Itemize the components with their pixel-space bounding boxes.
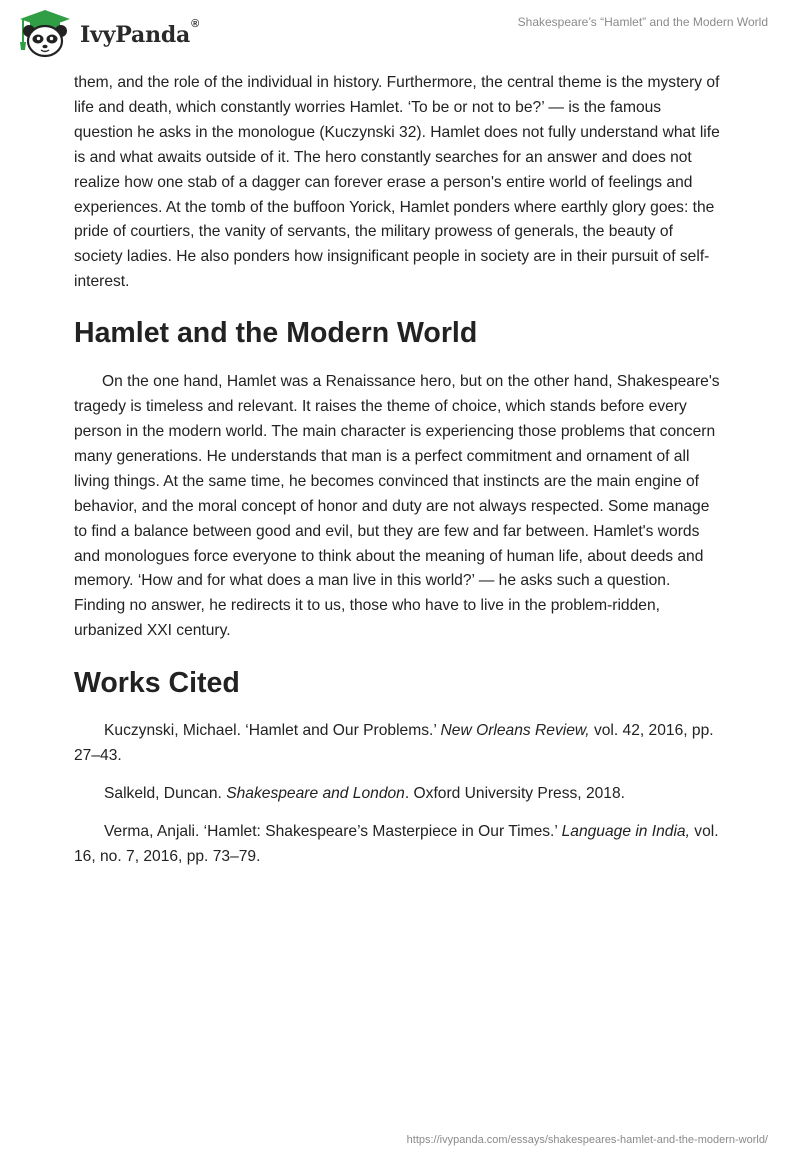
- citation-entry: [74, 820, 724, 870]
- section-paragraph: On the one hand, Hamlet was a Renaissance hero, but on the other hand, Shakespeare's tragedy is timeless and relevant. It raises the theme of choice, which stands before every person in the modern world. The main character is experiencing those problems that concern many generations. He understands that man is a perfect commitment and ornament of all living things. At the same time, he becomes convinced that instincts are the main engine of behavior, and the moral concept of honor and duty are not always respected. Some manage to find a balance between good and evil, but they are few and far between. Hamlet's words and monologues force everyone to think about the meaning of human life, about deeds and memory. ‘How and for what does a man live in this world?’ — he asks such a question. Finding no answer, he redirects it to us, those who have to live in the problem-ridden, urbanized XXI century.: [74, 373, 720, 640]
- works-cited-heading: Works Cited: [74, 667, 240, 700]
- citation-italic: Shakespeare and London: [226, 784, 405, 802]
- citation-entry: [74, 782, 724, 807]
- registered-mark: ®: [191, 18, 200, 30]
- logo-wordmark: IvyPanda®: [80, 18, 200, 48]
- citation-text: Verma, Anjali. ‘Hamlet: Shakespeare’s Masterpiece in Our Times.’: [104, 822, 562, 840]
- citation-italic: Language in India,: [561, 822, 690, 840]
- citation-text: vol. 42, 2016, pp. 27–43.: [74, 722, 714, 765]
- section-heading: Hamlet and the Modern World: [74, 317, 478, 350]
- site-logo[interactable]: [14, 8, 199, 58]
- running-title: Shakespeare’s “Hamlet” and the Modern World: [517, 15, 768, 29]
- panda-graduate-icon: [14, 8, 76, 58]
- page-header: [0, 0, 800, 62]
- citation-text: Salkeld, Duncan.: [104, 784, 227, 802]
- works-cited-list: [74, 719, 724, 870]
- intro-paragraph: them, and the role of the individual in history. Furthermore, the central theme is the mystery of life and death, which constantly worries Hamlet. ‘To be or not to be?’ — is the famous question he asks in the monologue (Kuczynski 32). Hamlet does not fully understand what life is and what awaits outside of it. The hero constantly searches for an answer and does not realize how one stab of a dagger can forever erase a person's entire world of feelings and experiences. At the tomb of the buffoon Yorick, Hamlet ponders where earthly glory goes: the pride of courtiers, the vanity of servants, the military prowess of generals, the beauty of society ladies. He also ponders how insignificant people in society are in their pursuit of self-interest.: [74, 74, 720, 291]
- source-url[interactable]: https://ivypanda.com/essays/shakespeares-hamlet-and-the-modern-world/: [406, 1134, 768, 1146]
- citation-entry: [74, 719, 724, 769]
- citation-italic: New Orleans Review,: [440, 722, 590, 740]
- citation-text: . Oxford University Press, 2018.: [404, 784, 625, 802]
- citation-text: Kuczynski, Michael. ‘Hamlet and Our Problems.’: [104, 722, 441, 740]
- essay-content: [74, 71, 724, 883]
- citation-text: vol. 16, no. 7, 2016, pp. 73–79.: [74, 822, 719, 865]
